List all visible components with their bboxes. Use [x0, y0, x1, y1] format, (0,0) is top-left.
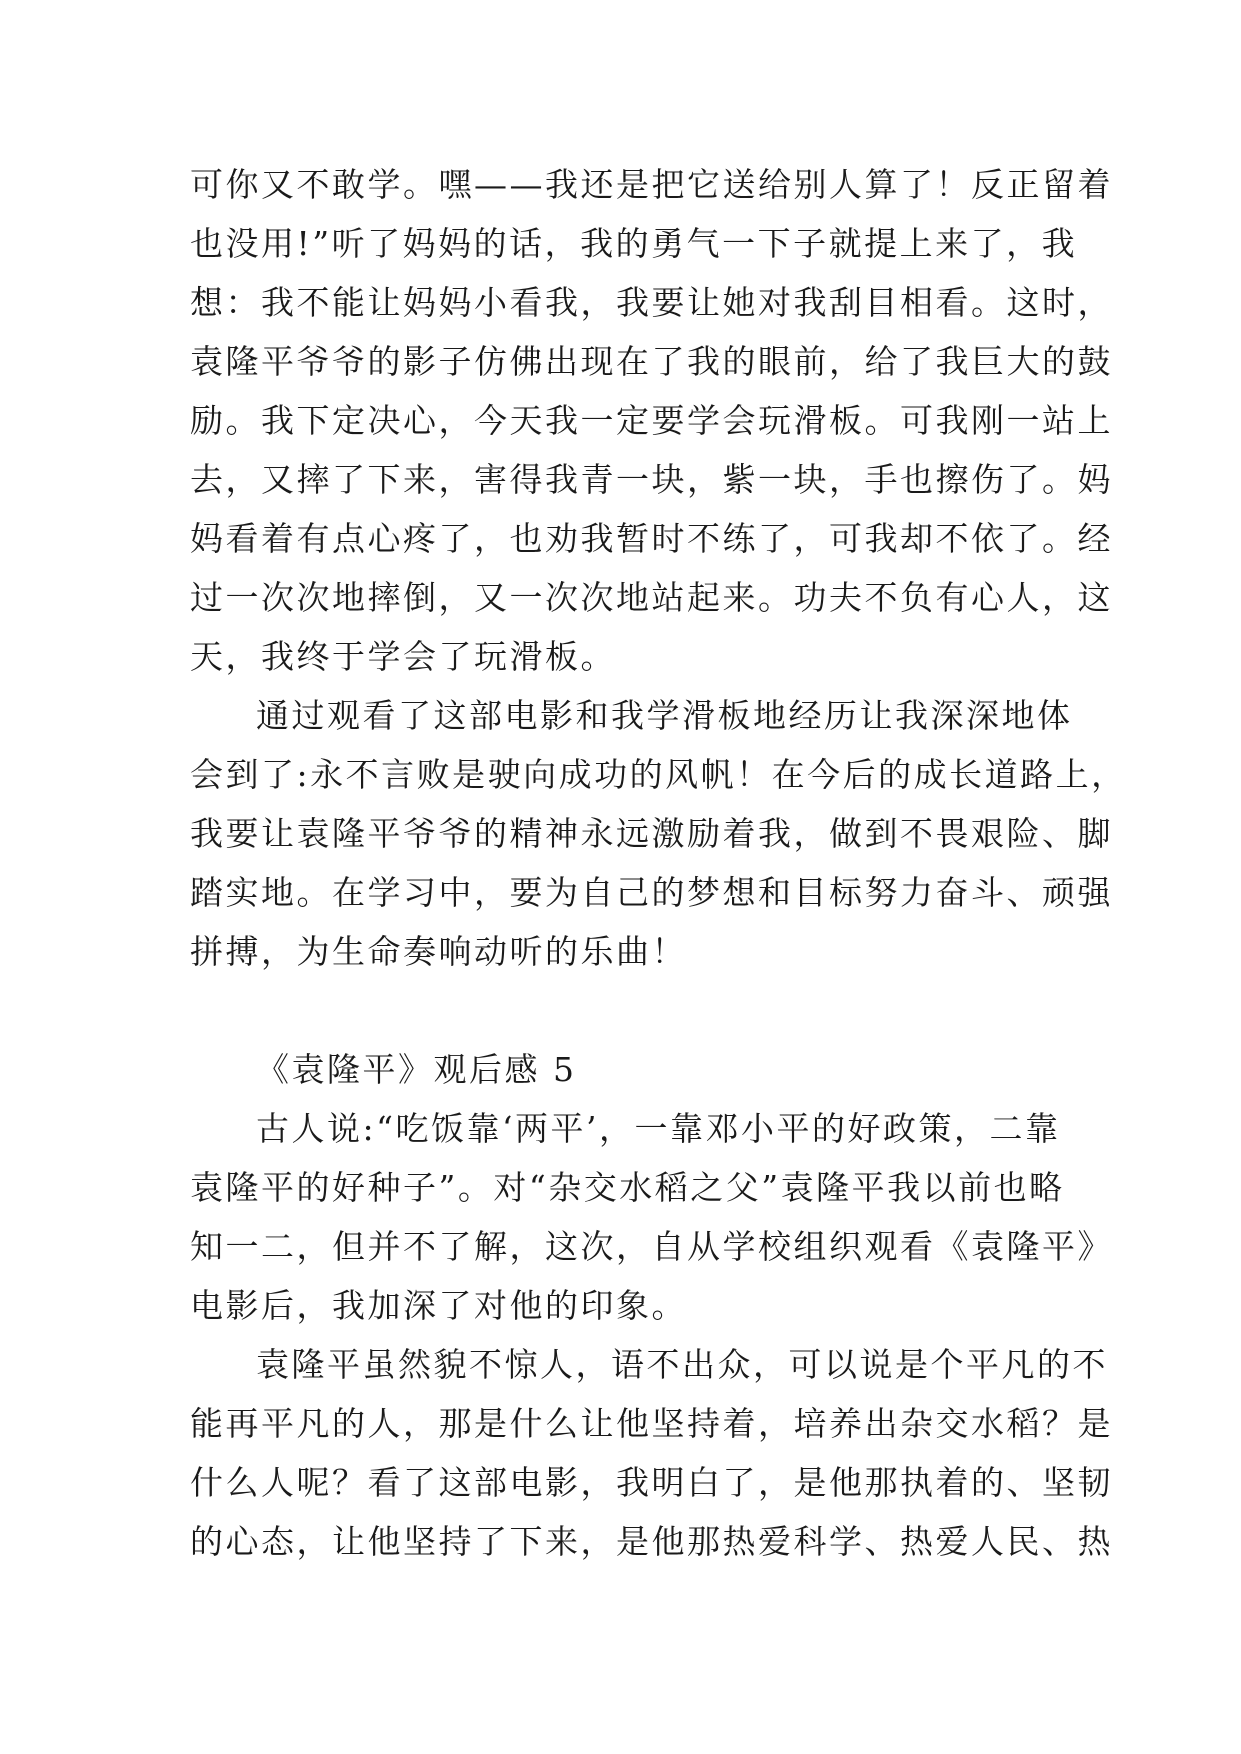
text-line: 会到了:永不言败是驶向成功的风帆！在今后的成长道路上， [190, 755, 1127, 794]
text-line: 可你又不敢学。嘿——我还是把它送给别人算了！反正留着 [190, 165, 1113, 204]
text-line: 袁隆平爷爷的影子仿佛出现在了我的眼前，给了我巨大的鼓 [190, 342, 1113, 381]
text-line: 过一次次地摔倒，又一次次地站起来。功夫不负有心人，这 [190, 578, 1113, 617]
text-line: 去，又摔了下来，害得我青一块，紫一块，手也擦伤了。妈 [190, 460, 1113, 499]
text-line: 袁隆平的好种子”。对“杂交水稻之父”袁隆平我以前也略 [190, 1168, 1065, 1207]
text-line: 古人说:“吃饭靠‘两平’，一靠邓小平的好政策，二靠 [256, 1109, 1061, 1148]
document-page [190, 155, 1127, 1571]
paragraph-intro [190, 1099, 1113, 1335]
text-line: 知一二，但并不了解，这次，自从学校组织观看《袁隆平》 [190, 1227, 1113, 1266]
text-line: 天，我终于学会了玩滑板。 [190, 637, 616, 676]
text-line: 能再平凡的人，那是什么让他坚持着，培养出杂交水稻？是 [190, 1404, 1113, 1443]
text-line: 袁隆平虽然貌不惊人，语不出众，可以说是个平凡的不 [256, 1345, 1108, 1384]
text-line: 拼搏，为生命奏响动听的乐曲！ [190, 932, 687, 971]
text-line: 也没用!”听了妈妈的话，我的勇气一下子就提上来了，我 [190, 224, 1078, 263]
text-line: 的心态，让他坚持了下来，是他那热爱科学、热爱人民、热 [190, 1522, 1113, 1561]
text-line: 妈看着有点心疼了，也劝我暂时不练了，可我却不依了。经 [190, 519, 1113, 558]
text-line: 电影后，我加深了对他的印象。 [190, 1286, 687, 1325]
section-spacer [190, 981, 1060, 1040]
text-line: 什么人呢？看了这部电影，我明白了，是他那执着的、坚韧 [190, 1463, 1113, 1502]
paragraph-conclusion [190, 686, 1127, 981]
section-title: 《袁隆平》观后感 5 [256, 1050, 577, 1089]
text-line: 想：我不能让妈妈小看我，我要让她对我刮目相看。这时， [190, 283, 1113, 322]
text-line: 通过观看了这部电影和我学滑板地经历让我深深地体 [256, 696, 1073, 735]
text-line: 踏实地。在学习中，要为自己的梦想和目标努力奋斗、顽强 [190, 873, 1113, 912]
text-line: 励。我下定决心，今天我一定要学会玩滑板。可我刚一站上 [190, 401, 1113, 440]
paragraph-continuation [190, 155, 1113, 686]
text-line: 我要让袁隆平爷爷的精神永远激励着我，做到不畏艰险、脚 [190, 814, 1113, 853]
paragraph-body [190, 1335, 1113, 1571]
